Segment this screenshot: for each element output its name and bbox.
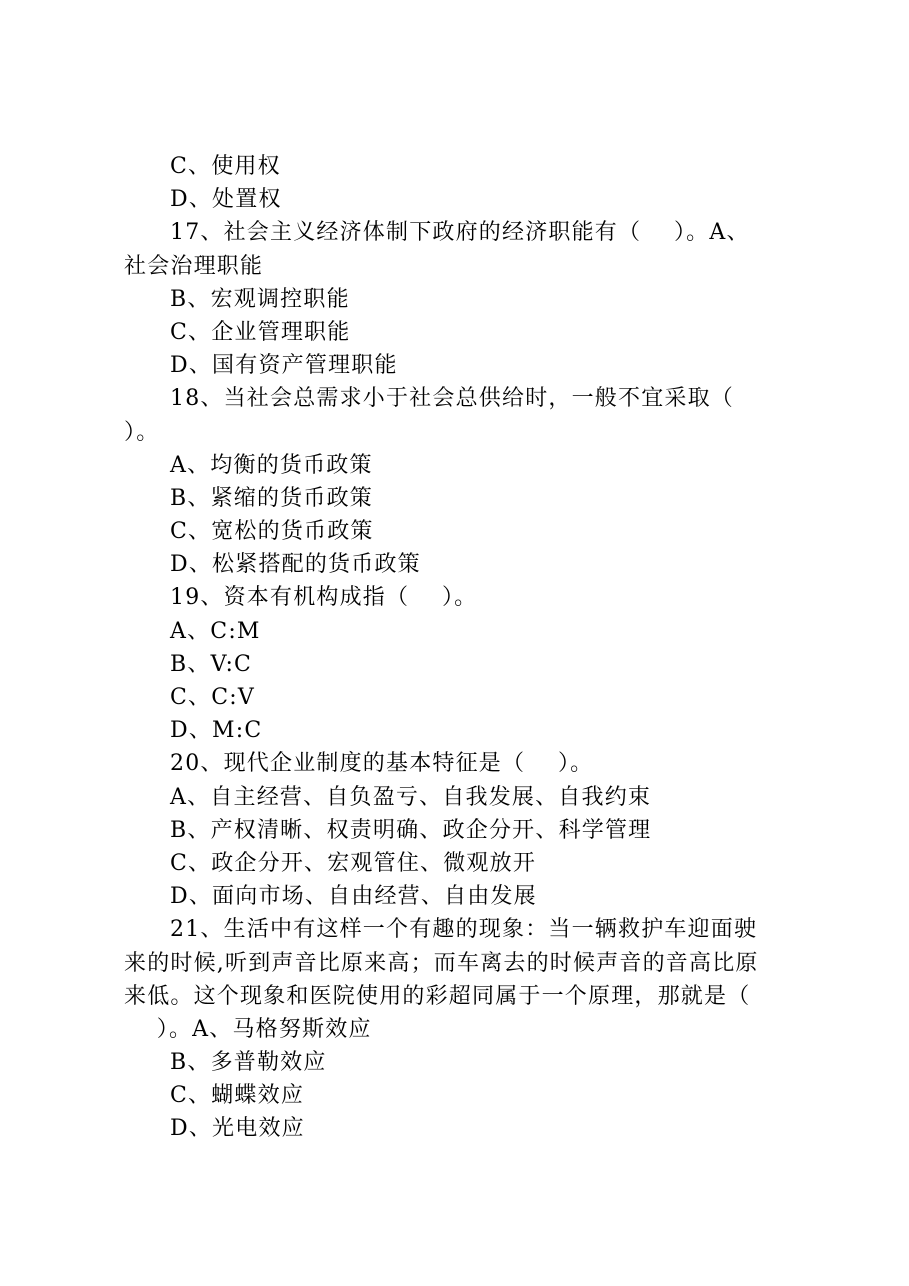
question-21: 21、生活中有这样一个有趣的现象：当一辆救护车迎面驶 [170, 917, 758, 943]
question-21-continuation-1: 来的时候,听到声音比原来高；而车离去的时候声音的音高比原 [124, 950, 759, 976]
document-page [0, 150, 909, 1146]
option-18c: C、宽松的货币政策 [170, 519, 374, 545]
question-19: 19、资本有机构成指（ ）。 [170, 585, 478, 611]
option-17d: D、国有资产管理职能 [170, 353, 398, 379]
question-21-continuation-3: ）。A、马格努斯效应 [124, 1016, 372, 1042]
option-20c: C、政企分开、宏观管住、微观放开 [170, 850, 537, 876]
option-19b: B、V:C [170, 651, 253, 677]
question-20: 20、现代企业制度的基本特征是（ ）。 [170, 751, 594, 777]
option-21c: C、蝴蝶效应 [170, 1083, 305, 1109]
option-17b: B、宏观调控职能 [170, 286, 350, 312]
option-18a: A、均衡的货币政策 [170, 452, 373, 478]
option-19a: A、C:M [170, 618, 261, 644]
option-17c: C、企业管理职能 [170, 319, 351, 345]
question-17: 17、社会主义经济体制下政府的经济职能有（ ）。A、 [170, 220, 750, 246]
question-21-continuation-2: 来低。这个现象和医院使用的彩超同属于一个原理，那就是（ [124, 983, 751, 1009]
question-18-continuation: ）。 [124, 419, 160, 445]
option-18d: D、松紧搭配的货币政策 [170, 552, 421, 578]
question-17-continuation: 社会治理职能 [124, 253, 264, 279]
option-20b: B、产权清晰、权责明确、政企分开、科学管理 [170, 817, 652, 843]
option-19c: C、C:V [170, 685, 255, 710]
option-16d: D、处置权 [170, 187, 282, 213]
option-21b: B、多普勒效应 [170, 1050, 327, 1076]
option-20a: A、自主经营、自负盈亏、自我发展、自我约束 [170, 784, 652, 810]
question-18: 18、当社会总需求小于社会总供给时，一般不宜采取（ [170, 386, 734, 412]
option-21d: D、光电效应 [170, 1116, 305, 1142]
option-16c: C、使用权 [170, 154, 281, 179]
option-18b: B、紧缩的货币政策 [170, 485, 373, 511]
option-19d: D、M:C [170, 718, 263, 744]
option-20d: D、面向市场、自由经营、自由发展 [170, 884, 537, 910]
